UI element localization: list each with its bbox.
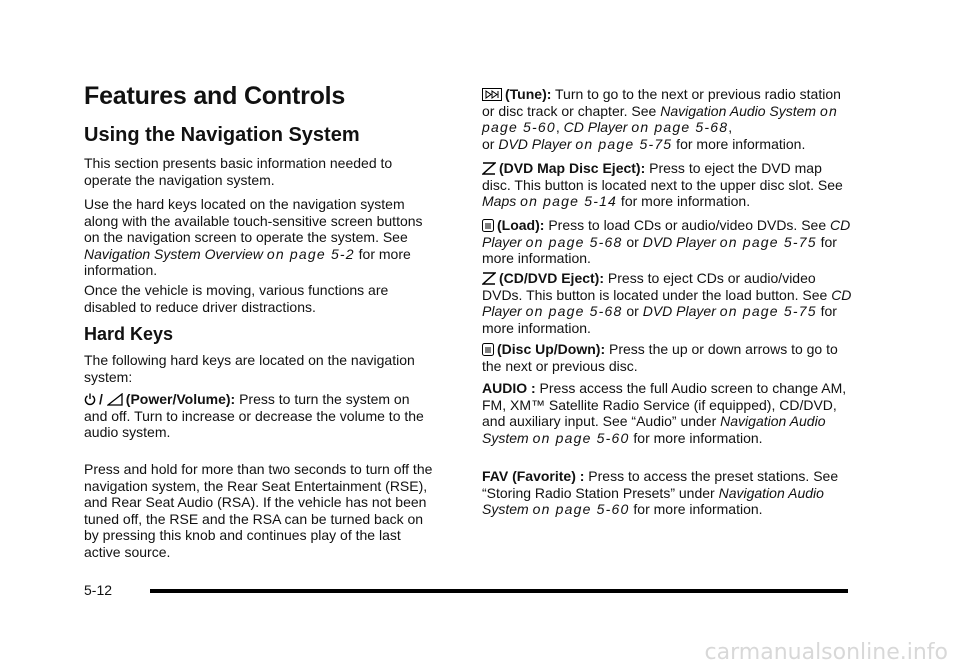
xref[interactable]: CD Player [482,217,851,250]
xref[interactable]: DVD Player [498,135,572,152]
volume-icon [107,393,123,406]
xref[interactable]: Navigation Audio System [482,484,824,517]
xref[interactable]: Navigation System Overview [84,245,263,262]
xref[interactable]: CD Player [563,119,628,135]
xref[interactable]: DVD Player [642,303,716,319]
page-ref[interactable]: on page 5-75 [719,303,817,319]
page-ref[interactable]: on page 5-14 [520,193,618,209]
xref[interactable]: CD Player [482,286,852,319]
cd-dvd-eject-item: (CD/DVD Eject): Press to eject CDs or audio/video DVDs. This button is located under the load button. See CD Player on page 5-68 or DVD Player on page 5-75 for more information. [482,270,852,336]
page-ref[interactable]: on page 5-68 [525,233,623,250]
intro-paragraph-1: This section presents basic information needed to operate the navigation system. [84,155,393,188]
watermark: carmanualsonline.info [704,640,948,665]
page-ref[interactable]: on page 5-2 [266,245,355,262]
page-title: Features and Controls [84,82,346,110]
power-volume-item: / (Power/Volume): Press to turn the system on and off. Turn to increase or decrease the volume to the audio system. [84,391,424,440]
fav-item: FAV (Favorite) : Press to access the preset stations. See “Storing Radio Station Presets” under Navigation Audio System on page 5-60 for more information. [482,468,839,517]
footer-rule [150,589,848,593]
intro-paragraph-3: Once the vehicle is moving, various functions are disabled to reduce driver distractions. [84,282,389,315]
xref[interactable]: Maps [482,193,517,209]
eject-icon [482,272,496,285]
page-number: 5-12 [84,582,113,598]
xref[interactable]: Navigation Audio System [660,102,817,119]
press-hold-paragraph: Press and hold for more than two seconds to turn off the navigation system, the Rear Seat Entertainment (RSE), and Rear Seat Audio (RSA). If the vehicle has not been tuned off, the RSE and the RSA can be turned back on by pressing this knob and continues play of the last active source. [84,461,433,560]
disc-icon [482,343,494,356]
xref[interactable]: Navigation Audio System [482,413,826,446]
page-ref[interactable]: on page 5-75 [719,233,817,250]
xref[interactable]: DVD Player [642,233,716,250]
intro-paragraph-2: Use the hard keys located on the navigation system along with the available touch-sensitive screen buttons on the navigation screen to operate the system. See Navigation System Overview on page 5-2 for more information. [84,196,423,278]
load-icon [482,219,494,232]
hard-keys-intro: The following hard keys are located on the navigation system: [84,352,415,385]
page-ref[interactable]: on page 5-60 [532,501,630,517]
section-heading: Using the Navigation System [84,124,360,146]
load-item: (Load): Press to load CDs or audio/video DVDs. See CD Player on page 5-68 or DVD Player on page 5-75 for more information. [482,217,851,266]
page-ref[interactable]: on page 5-60 [532,429,630,446]
tune-item: (Tune): Turn to go to the next or previous radio station or disc track or chapter. See Navigation Audio System on page 5-60, CD Player on page 5-68, or DVD Player on page 5-75 for more information. [482,86,841,152]
audio-item: AUDIO : Press access the full Audio screen to change AM, FM, XM™ Satellite Radio Service (if equipped), CD/DVD, and auxiliary input. See “Audio” under Navigation Audio System on page 5-60 for more information. [482,380,847,446]
power-icon [84,393,96,406]
page-ref[interactable]: on page 5-75 [575,135,673,152]
page-ref[interactable]: on page 5-60 [482,102,838,135]
eject-icon [482,162,496,175]
page-ref[interactable]: on page 5-68 [525,303,623,319]
page-ref[interactable]: on page 5-68 [631,119,729,135]
subsection-heading: Hard Keys [84,324,174,344]
disc-up-down-item: (Disc Up/Down): Press the up or down arrows to go to the next or previous disc. [482,341,838,374]
tune-icon [482,88,502,101]
dvd-map-eject-item: (DVD Map Disc Eject): Press to eject the DVD map disc. This button is located next to the upper disc slot. See Maps on page 5-14 for more information. [482,160,843,209]
